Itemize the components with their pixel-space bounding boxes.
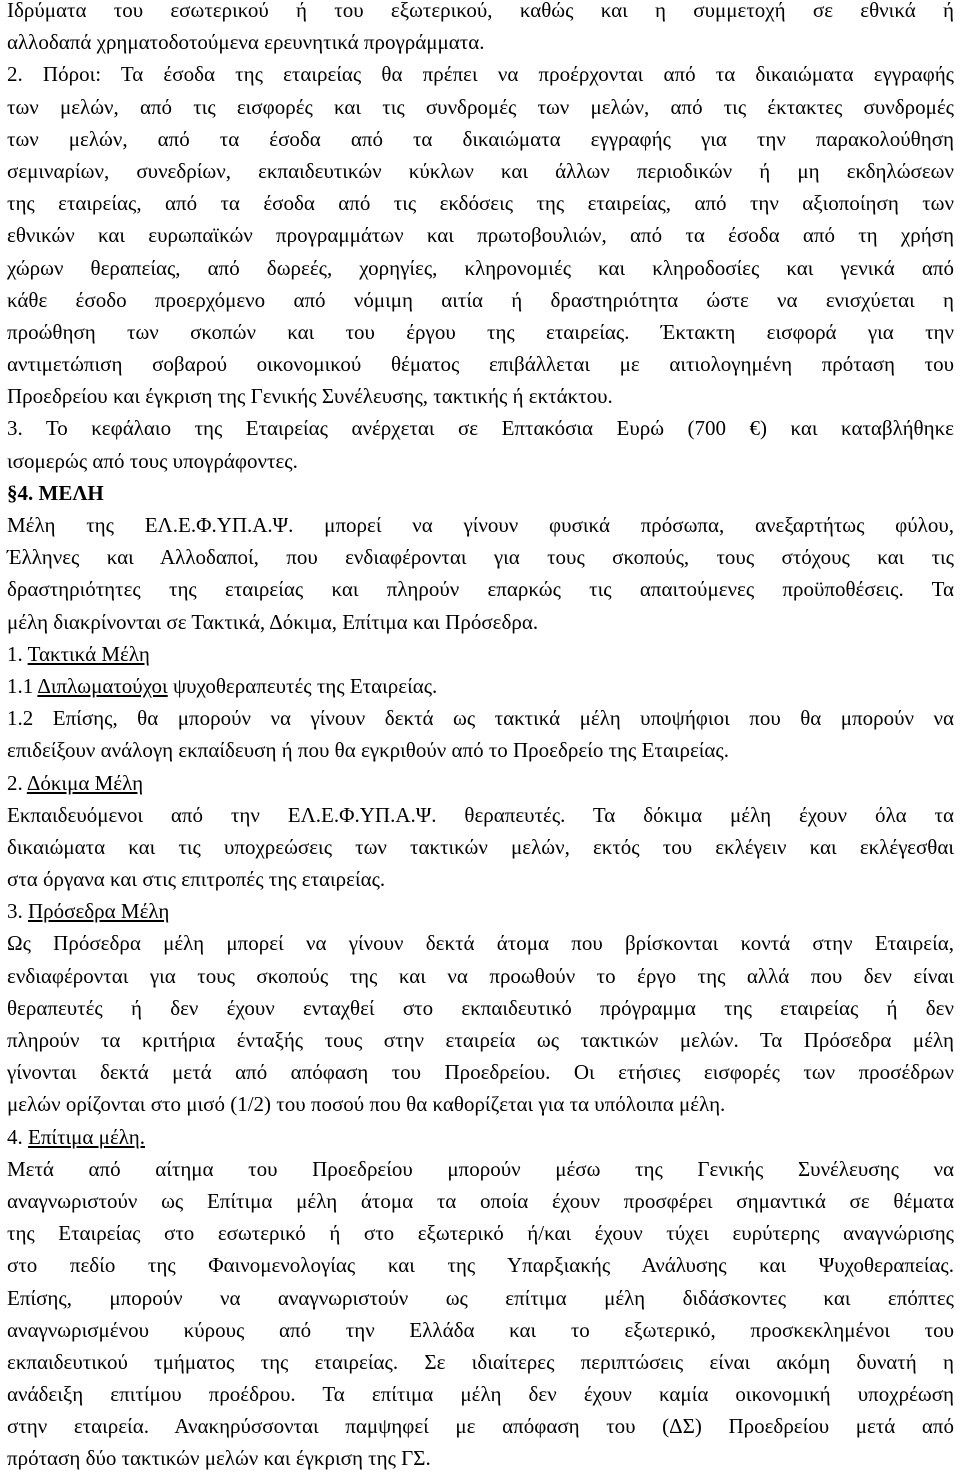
subsection-number: 3. <box>7 899 28 924</box>
text-line: στο πεδίο της Φαινομενολογίας και της Υπαρξιακής Ανάλυσης και Ψυχοθεραπείας. <box>7 1253 954 1278</box>
text-line: κάθε έσοδο προερχόμενο από νόμιμη αιτία ή δραστηριότητα ώστε να ενισχύεται η <box>7 287 954 312</box>
text-line: Ιδρύματα του εσωτερικού ή του εξωτερικού, καθώς και η συμμετοχή σε εθνικά ή <box>7 0 954 22</box>
text-line: Μέλη της ΕΛ.Ε.Φ.ΥΠ.Α.Ψ. μπορεί να γίνουν φυσικά πρόσωπα, ανεξαρτήτως φύλου, <box>7 513 954 537</box>
text-line: ισομερώς από τους υπογράφοντες. <box>7 448 298 473</box>
text-line: δραστηριότητες της εταιρείας και πληρούν επαρκώς τις απαιτούμενες προϋποθέσεις. Τα <box>7 577 954 602</box>
text-line: Προεδρείου και έγκριση της Γενικής Συνέλευσης, τακτικής ή εκτάκτου. <box>7 384 613 409</box>
text-line: αλλοδαπά χρηματοδοτούμενα ερευνητικά προγράμματα. <box>7 30 485 55</box>
underlined-word: Διπλωματούχοι <box>37 673 168 698</box>
section-heading: §4. ΜΕΛΗ <box>7 480 104 505</box>
text-line: μελών ορίζονται στο μισό (1/2) του ποσού που θα καθορίζεται για τα υπόλοιπα μέλη. <box>7 1092 726 1117</box>
text-line: πληρούν τα κριτήρια ένταξής τους στην εταιρεία ως τακτικών μελών. Τα Πρόσεδρα μέλη <box>7 1028 954 1052</box>
text-line: προώθηση των σκοπών και του έργου της εταιρείας. Έκτακτη εισφορά για την <box>7 319 954 344</box>
subsection-number: 2. <box>7 770 27 795</box>
text-line: των μελών, από τα έσοδα από τα δικαιώματα εγγραφής για την παρακολούθηση <box>7 126 954 151</box>
text-line: δικαιώματα και τις υποχρεώσεις των τακτικών μελών, εκτός του εκλέγειν και εκλέγεσθαι <box>7 834 954 859</box>
text-line: Εκπαιδευόμενοι από την ΕΛ.Ε.Φ.ΥΠ.Α.Ψ. θεραπευτές. Τα δόκιμα μέλη έχουν όλα τα <box>7 802 954 827</box>
subsection-heading-associate <box>7 895 954 927</box>
text-line: Μετά από αίτημα του Προεδρείου μπορούν μέσω της Γενικής Συνέλευσης να <box>7 1156 954 1181</box>
text-line: εκπαιδευτικού τμήματος της εταιρείας. Σε ιδιαίτερες περιπτώσεις είναι ακόμη δυνατή η <box>7 1349 954 1374</box>
text-line: Επίσης, μπορούν να αναγνωριστούν ως επίτιμα μέλη διδάσκοντες και επόπτες <box>7 1285 954 1310</box>
text-line: ενδιαφέρονται για τους σκοπούς της και να προωθούν το έργο της αλλά που δεν είναι <box>7 963 954 988</box>
text-line: σεμιναρίων, συνεδρίων, εκπαιδευτικών κύκλων και άλλων περιοδικών ή μη εκδηλώσεων <box>7 158 954 183</box>
text-line: στα όργανα και στις επιτροπές της εταιρείας. <box>7 867 386 892</box>
text-line: Ως Πρόσεδρα μέλη μπορεί να γίνουν δεκτά άτομα που βρίσκονται κοντά στην Εταιρεία, <box>7 931 954 956</box>
text-line: αναγνωρισμένου κύρους από την Ελλάδα και το εξωτερικό, προσκεκλημένοι του <box>7 1317 954 1342</box>
item-number: 1.1 <box>7 673 38 698</box>
text-line <box>7 670 954 702</box>
text-line: Έλληνες και Αλλοδαποί, που ενδιαφέρονται για τους σκοπούς, τους στόχους και τις <box>7 545 954 570</box>
text-line: αναγνωριστούν ως Επίτιμα μέλη άτομα τα οποία έχουν προσφέρει σημαντικά σε θέματα <box>7 1188 954 1213</box>
text-line: της Εταιρείας στο εσωτερικό ή στο εξωτερικό ή/και έχουν τύχει ευρύτερης αναγνώρισης <box>7 1221 954 1246</box>
text-line: χώρων θεραπείας, από δωρεές, χορηγίες, κληρονομιές και κληροδοσίες και γενικά από <box>7 255 954 280</box>
text-line: 1.2 Επίσης, θα μπορούν να γίνουν δεκτά ως τακτικά μέλη υποψήφιοι που θα μπορούν να <box>7 706 954 731</box>
subsection-title: Επίτιμα μέλη. <box>28 1124 145 1149</box>
text-line: επιδείξουν ανάλογη εκπαίδευση ή που θα εγκριθούν από το Προεδρείο της Εταιρείας. <box>7 738 729 763</box>
subsection-heading-regular <box>7 638 954 670</box>
subsection-title: Πρόσεδρα Μέλη <box>28 899 170 924</box>
text-line: γίνονται δεκτά μετά από απόφαση του Προεδρείου. Οι ετήσιες εισφορές των προσέδρων <box>7 1060 954 1085</box>
subsection-heading-honorary <box>7 1121 954 1153</box>
subsection-heading-probationary <box>7 767 954 799</box>
text-line: αντιμετώπιση σοβαρού οικονομικού θέματος επιβάλλεται με αιτιολογημένη πρόταση του <box>7 352 954 377</box>
text-line: μέλη διακρίνονται σε Τακτικά, Δόκιμα, Επίτιμα και Πρόσεδρα. <box>7 609 539 634</box>
text-line: 3. Το κεφάλαιο της Εταιρείας ανέρχεται σε Επτακόσια Ευρώ (700 €) και καταβλήθηκε <box>7 416 954 441</box>
text-line: 2. Πόροι: Τα έσοδα της εταιρείας θα πρέπει να προέρχονται από τα δικαιώματα εγγραφής <box>7 62 954 87</box>
subsection-number: 1. <box>7 641 28 666</box>
subsection-title: Τακτικά Μέλη <box>27 641 150 666</box>
item-text: ψυχοθεραπευτές της Εταιρείας. <box>167 673 438 698</box>
text-line: θεραπευτές ή δεν έχουν ενταχθεί στο εκπαιδευτικό πρόγραμμα της εταιρείας ή δεν <box>7 995 954 1020</box>
text-line: στην εταιρεία. Ανακηρύσσονται παμψηφεί με απόφαση του (ΔΣ) Προεδρείου μετά από <box>7 1414 954 1439</box>
text-line: της εταιρείας, από τα έσοδα από τις εκδόσεις της εταιρείας, από την αξιοποίηση των <box>7 191 954 216</box>
subsection-title: Δόκιμα Μέλη <box>26 770 144 795</box>
text-line: των μελών, από τις εισφορές και τις συνδρομές των μελών, από τις έκτακτες συνδρομές <box>7 94 954 119</box>
text-line: πρόταση δύο τακτικών μελών και έγκριση της ΓΣ. <box>7 1446 431 1471</box>
text-line: εθνικών και ευρωπαϊκών προγραμμάτων και πρωτοβουλιών, από τα έσοδα από τη χρήση <box>7 223 954 248</box>
text-line: ανάδειξη επιτίμου προέδρου. Τα επίτιμα μέλη δεν έχουν καμία οικονομική υποχρέωση <box>7 1382 954 1407</box>
subsection-number: 4. <box>7 1124 28 1149</box>
